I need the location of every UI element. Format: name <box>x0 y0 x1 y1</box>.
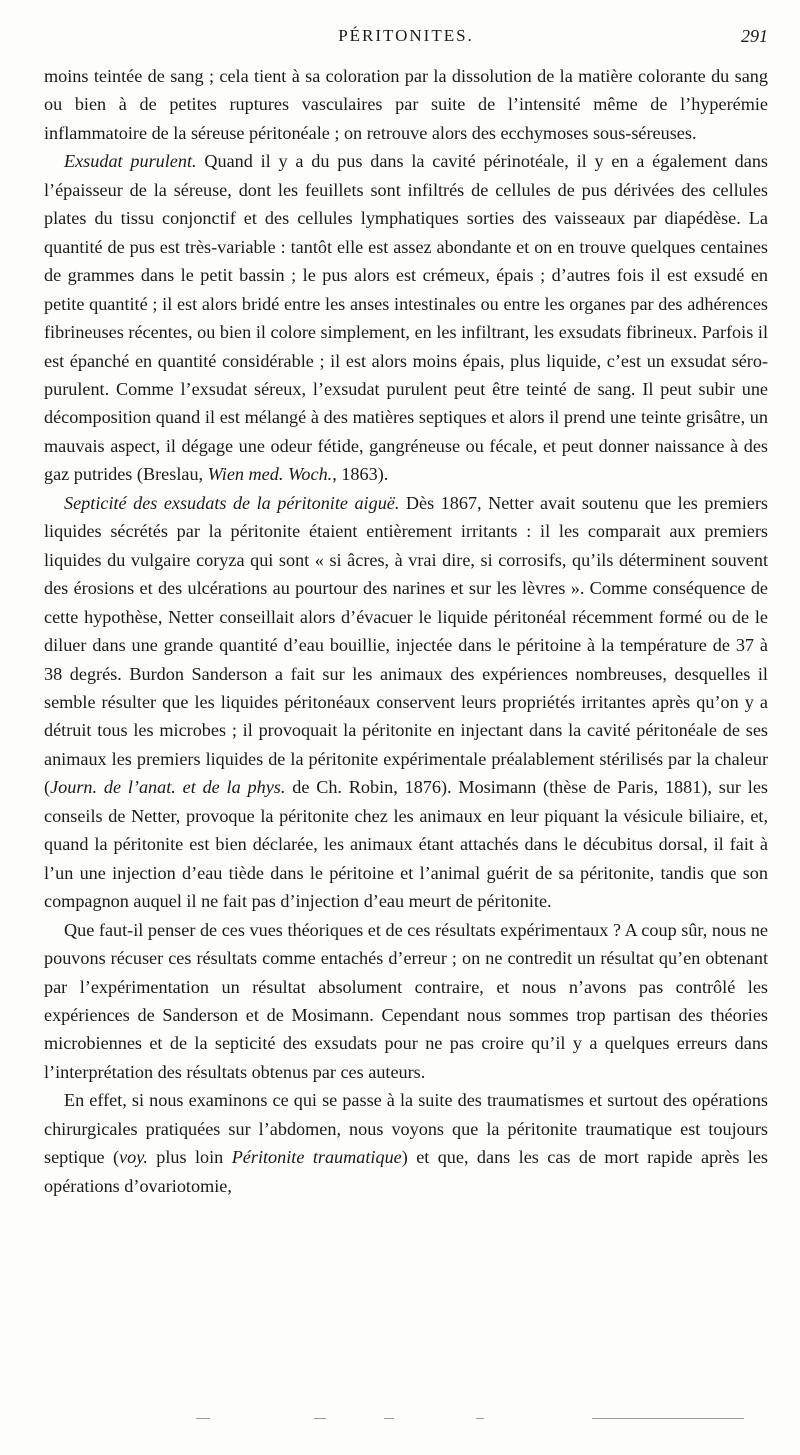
paragraph-text: , 1863). <box>332 464 389 485</box>
paragraph-text: plus loin <box>147 1147 232 1168</box>
scan-artifact <box>592 1418 744 1419</box>
paragraph-text: Quand il y a du pus dans la cavité périnotéale, il y en a également dans l’épaisseur de la séreuse, dont les feuillets sont infiltrés de cellules de pus dérivées des cellules plates du tissu conjonctif et des cellules lymphatiques sorties des vaisseaux par diapédèse. La quantité de pus est très-variable : tantôt elle est assez abondante et on en trouve quelques centaines de grammes dans le petit bassin ; le pus alors est crémeux, épais ; d’autres fois il est exsudé en petite quantité ; il est alors bridé entre les anses intestinales ou entre les organes par des adhérences fibrineuses récentes, ou bien il colore simplement, en les infiltrant, les exsudats fibrineux. Parfois il est épanché en quantité considérable ; il est alors moins épais, plus liquide, c’est un exsudat séro-purulent. Comme l’exsudat séreux, l’exsudat purulent peut être teinté de sang. Il peut subir une décomposition quand il est mélangé à des matières septiques et alors il prend une teinte grisâtre, un mauvais aspect, il dégage une odeur fétide, gangréneuse ou fécale, et peut donner naissance à des gaz putrides (Breslau, <box>44 151 768 485</box>
paragraph-text: de Ch. Robin, 1876). Mosimann (thèse de Paris, 1881), sur les conseils de Netter, provoque la péritonite chez les animaux en leur piquant la vésicule biliaire, et, quand la péritonite est bien déclarée, les animaux étant attachés dans le décubitus dorsal, il fait à l’un une injection d’eau tiède dans le péritoine et l’animal guérit de sa péritonite, tandis que son compagnon auquel il ne fait pas d’injection d’eau meurt de péritonite. <box>44 777 768 912</box>
paragraph-text: Dès 1867, Netter avait soutenu que les premiers liquides sécrétés par la péritonite étaient entièrement irritants : il les comparait aux premiers liquides du vulgaire coryza qui sont « si âcres, à vrai dire, si corrosifs, qu’ils déterminent souvent des érosions et des ulcérations au pourtour des narines et sur les lèvres ». Comme conséquence de cette hypothèse, Netter conseillait alors d’évacuer le liquide péritonéal récemment formé ou de le diluer dans une grande quantité d’eau bouillie, injectée dans le péritoine à la température de 37 à 38 degrés. Burdon Sanderson a fait sur les animaux des expériences nombreuses, desquelles il semble résulter que les liquides péritonéaux conservent leurs propriétés irritantes après qu’on y a détruit tous les microbes ; il provoquait la péritonite en injectant dans la cavité péritonéale de ses animaux les premiers liquides de la péritonite expérimentale préalablement stérilisés par la chaleur ( <box>44 492 768 798</box>
cross-reference: Péritonite traumatique <box>231 1147 402 1168</box>
scan-artifact <box>384 1418 394 1419</box>
paragraph-en-effet <box>44 1086 768 1200</box>
section-heading: Septicité des exsudats de la péritonite aiguë. <box>64 492 400 513</box>
paragraph-exsudat-purulent <box>44 147 768 488</box>
page-number: 291 <box>741 26 768 46</box>
paragraph-septicite <box>44 489 768 916</box>
scan-artifact <box>314 1418 326 1419</box>
paragraph-text: ) et que, dans les cas de mort rapide après les opérations d’ovariotomie, <box>44 1147 768 1196</box>
paragraph-text: Que faut-il penser de ces vues théoriques et de ces résultats expérimentaux ? A coup sûr, nous ne pouvons récuser ces résultats comme entachés d’erreur ; on ne contredit un résultat qu’en obtenant par l’expérimentation un résultat absolument contraire, et nous n’avons pas contrôlé les expériences de Sanderson et de Mosimann. Cependant nous sommes trop partisan des théories microbiennes et de la septicité des exsudats pour ne pas croire qu’il y a quelques erreurs dans l’interprétation des résultats obtenus par ces auteurs. <box>44 919 768 1082</box>
body-text <box>44 62 768 1200</box>
paragraph-continuation <box>44 62 768 147</box>
section-heading: Exsudat purulent. <box>64 151 197 172</box>
paragraph-question <box>44 916 768 1087</box>
citation: Journ. de l’anat. et de la phys. <box>50 777 286 798</box>
cross-reference: voy. <box>119 1147 148 1168</box>
running-header <box>44 26 768 52</box>
bleed-through-marks <box>0 1418 800 1424</box>
paragraph-text: moins teintée de sang ; cela tient à sa coloration par la dissolution de la matière colorante du sang ou bien à de petites ruptures vasculaires par suite de l’intensité même de l’hyperémie inflammatoire de la séreuse péritonéale ; on retrouve alors des ecchymoses sous-séreuses. <box>44 66 768 143</box>
citation: Wien med. Woch. <box>207 464 333 485</box>
scan-artifact <box>476 1418 484 1419</box>
scan-artifact <box>196 1418 210 1419</box>
paragraph-text: En effet, si nous examinons ce qui se passe à la suite des traumatismes et surtout des opérations chirurgicales pratiquées sur l’abdomen, nous voyons que la péritonite traumatique est toujours septique ( <box>44 1090 768 1168</box>
running-title: PÉRITONITES. <box>338 26 474 45</box>
